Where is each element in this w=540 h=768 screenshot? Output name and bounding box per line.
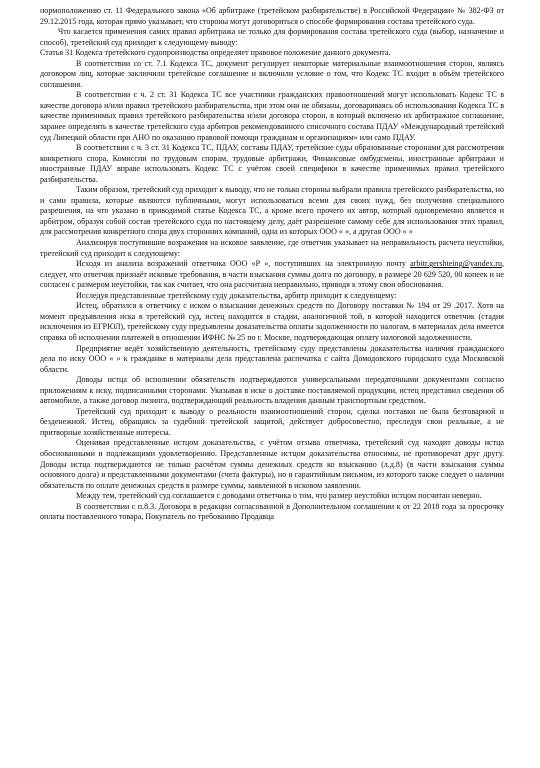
paragraph-17: В соответствии с п.8.3. Договора в редакции согласованной в Дополнительном соглашении к от 22 2018 года за просрочку оплаты поставленного товара, Покупатель по требованию Продавца xyxy=(40,501,504,522)
paragraph-12: Предприятие ведёт хозяйственную деятельность, третейскому суду представлены доказательства наличия гражданского дела по иску ООО « » к гражданке в материалы дела представлена распечатка с сайта Домодовского городского суда Московской области. xyxy=(40,343,504,374)
paragraph-11: Истец, обратился к ответчику с иском о взыскании денежных средств по Договору поставки № 194 от 29 .2017. Хотя на момент предъявления иска в третейский суд, истец находится в стадии, аналогичной той, в которой находится ответчик (стадия исключения из ЕГРЮЛ), третейскому суду предъявлены доказательства оплаты задолженности по налогам, в материалах дела имеется справка об исполнении платежей в отношении ИФНС № 25 по г. Москве, подтверждающая оплату налоговой задолженности. xyxy=(40,301,504,342)
email-link[interactable]: arbitr.gershteing@yandex.ru xyxy=(410,259,502,269)
paragraph-8: Анализируя поступившие возражения на исковое заявление, где ответчик указывает на неправильность расчета неустойки, третейский суд приходит к следующему: xyxy=(40,238,504,258)
paragraph-16: Между тем, третейский суд соглашается с доводами ответчика о том, что размер неустойки истцом посчитан неверно. xyxy=(76,491,482,501)
paragraph-3: Статья 31 Кодекса третейского судопроизводства определяет правовое положение данного документа. xyxy=(40,48,391,58)
paragraph-4: В соответствии со ст. 7.1 Кодекса ТС, документ регулирует некоторые материальные взаимоотношения сторон, являясь договором лиц, которые заключили третейское соглашение и включили условие о том, что Кодекс ТС входит в объём третейского соглашения. xyxy=(40,58,504,89)
paragraph-13: Доводы истца об исполнении обязательств подтверждаются универсальными передаточными документами согласно приложениям к иску, подписанными сторонами. Указывая в иске о доставке поставляемой продукции, истец представил сведения об автомобиле, а также договор лизинга, подтверждающий реальность владения данным транспортным средством. xyxy=(40,375,504,406)
paragraph-10: Исследуя представленные третейскому суду доказательства, арбитр приходит к следующему: xyxy=(76,290,397,300)
paragraph-5: В соответствии с ч. 2 ст. 31 Кодекса ТС все участники гражданских правоотношений могут использовать Кодекс ТС в качестве договора и/или правил третейского разбирательства, при этом они не обязаны, договариваясь об использовании Кодекса ТС в качестве применимых правил третейского разбирательства и/или договора сторон, в который включено их арбитражное соглашение, заранее определять в качестве третейского суда арбитров рекомендованного списочного состава ПДАУ «Международный третейский суд Липецкой области при АНО по оказанию правовой помощи гражданам и организациям» или само ПДАУ. xyxy=(40,90,504,142)
paragraph-2: Что касается применения самих правил арбитража не только для формирования состава третейского суда (выбор, назначение и способ), третейский суд приходит к следующему выводу: xyxy=(40,27,504,47)
paragraph-1: нормоположению ст. 11 Федерального закона «Об арбитраже (третейском разбирательстве) в Российской Федерации» № 382-ФЗ от 29.12.2015 года, которая прямо указывает, что стороны могут договориться о способе формирования состава третейского суда. xyxy=(40,6,504,26)
paragraph-14: Третейский суд приходит к выводу о реальности взаимоотношений сторон, сделка поставки не была безтоварной и безденежной. Истец, обращаясь за судебной третейской защитой, действует добросовестно, преследуя свои реальные, а не притворные хозяйственные интересы. xyxy=(40,406,504,437)
paragraph-7: Таким образом, третейский суд приходит к выводу, что не только стороны выбрали правила третейского разбирательства, но и сами правила, которые являются публичными, могут использоваться всеми для своих нужд, без получения специального разрешения, на что указано в приводимой статье Кодекса ТС, а кроме всего прочего их автор, который одновременно является и арбитром, образуя собой состав третейского суда по настоящему делу, даёт разрешение самому себе для использования этих правил, для рассмотрения конкретного спора двух сторонних компаний, одна из которых ООО « », а другая ООО « » xyxy=(40,185,504,237)
paragraph-15: Оценивая представленные истцом доказательства, с учётом отзыва ответчика, третейский суд находит доводы истца обоснованными и подлежащими удовлетворению. Представленные истцом доказательства относимы, не противоречат друг другу. Доводы истца подтверждаются не только расчётом суммы денежных средств ко взысканию (л.д.8) (в части взыскания суммы основного долга) и представленными документами (счета фактуры), но и гарантийным письмом, из которого также следует о наличии обязательств по оплате денежных средств в размере суммы, заявленной в исковом заявлении. xyxy=(40,438,504,490)
paragraph-9: Исходя из анализа возражений ответчика ООО «Р », поступивших на электронную почту arbitr.gershteing@yandex.ru, следует, что ответчик признаёт исковые требования, в части взыскания суммы долга по договору, в размере 20 629 520, 00 копеек и не согласен с размером неустойки, так как считает, что она рассчитана неправильно, приводя к этому свои обоснования. xyxy=(40,259,504,290)
paragraph-6: В соответствии с ч. 3 ст. 31 Кодекса ТС, ПДАУ, составы ПДАУ, третейские суды образованные сторонами для рассмотрения конкретного спора, Комиссии по трудовым спорам, трудовые арбитражи, Финансовые омбудсмены, иностранные арбитражи и иностранные ПДАУ вправе использовать Кодекс ТС с учётом своей специфики в качестве применимых правил третейского разбирательства. xyxy=(40,143,504,184)
